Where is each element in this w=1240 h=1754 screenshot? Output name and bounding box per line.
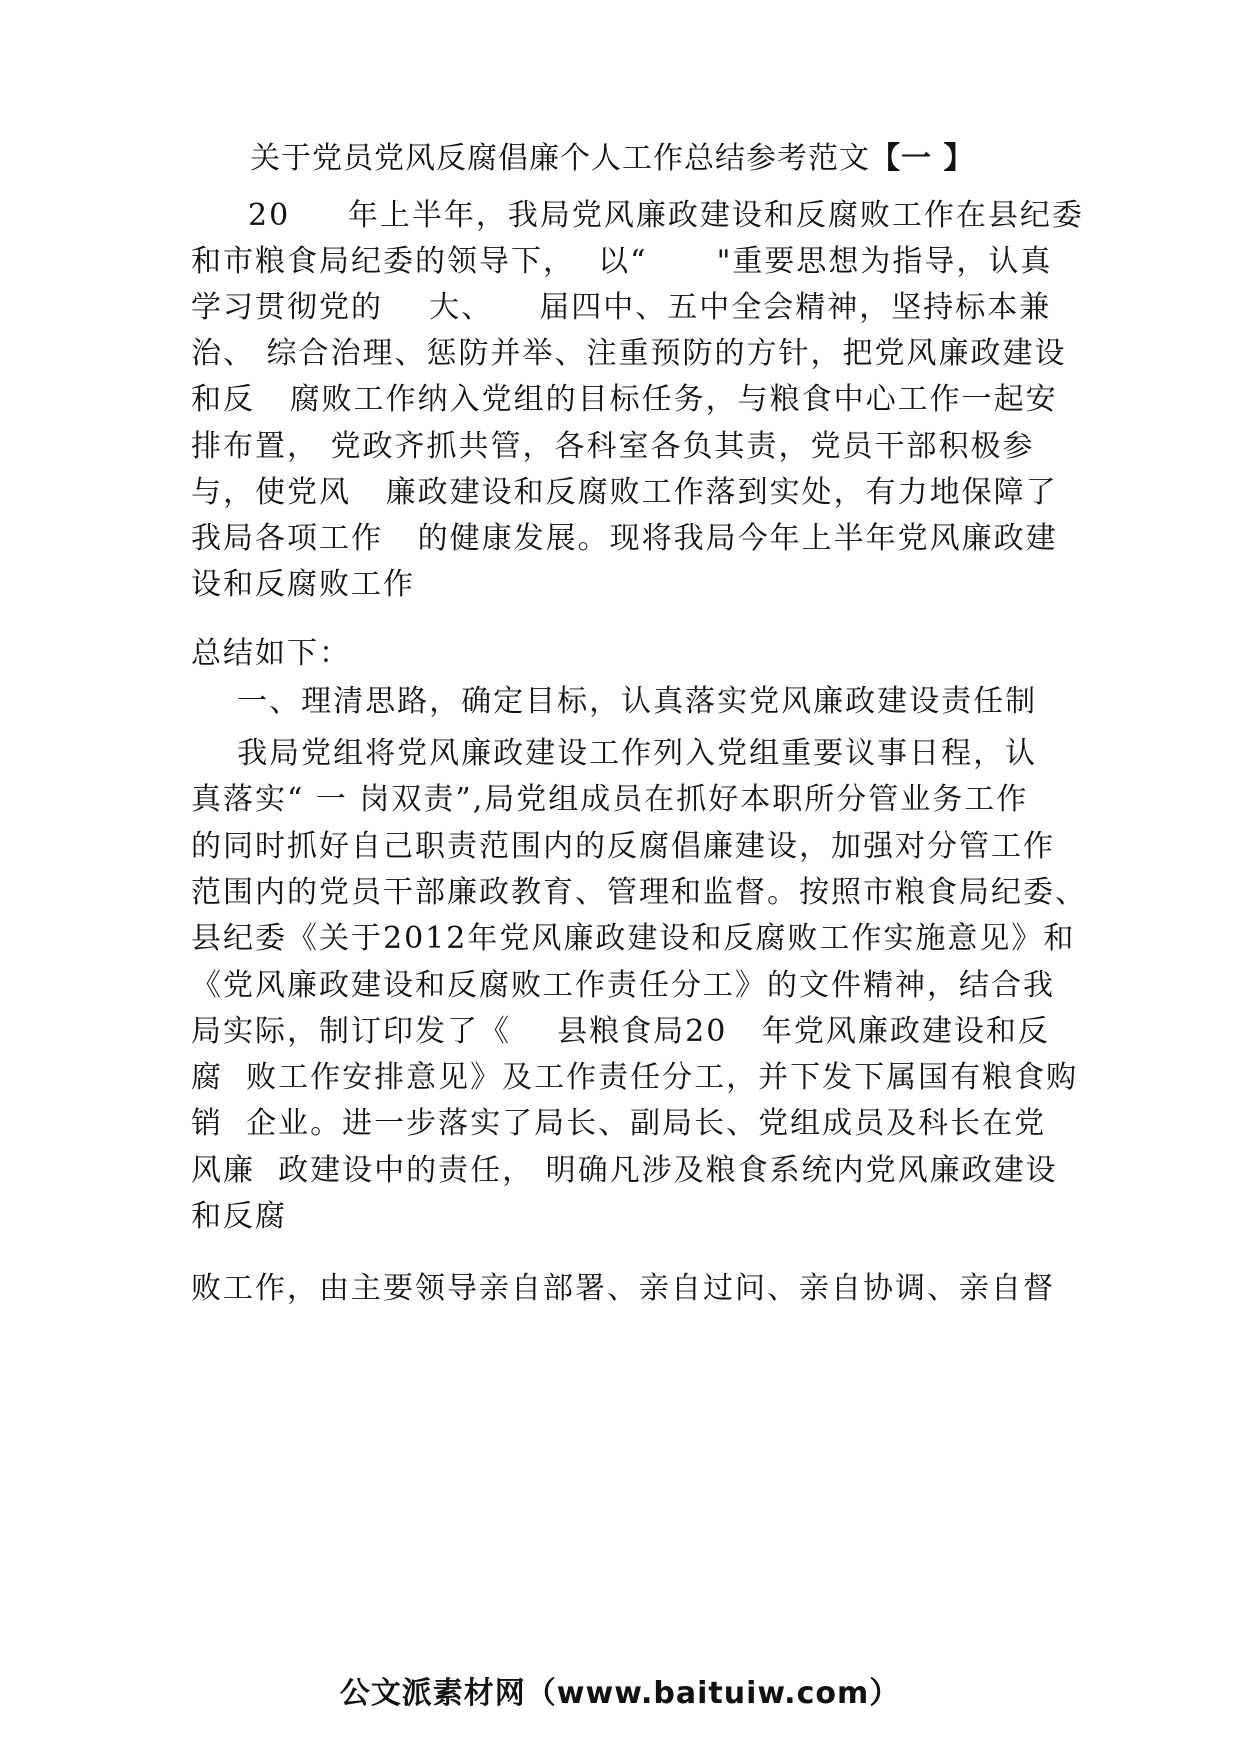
paragraph-line: 排布置， 党政齐抓共管，各科室各负其责，党员干部积极参 <box>191 429 1035 464</box>
paragraph-line: 治、 综合治理、惩防并举、注重预防的方针，把党风廉政建设 <box>191 336 1067 371</box>
paragraph-line: 和市粮食局纪委的领导下， 以“ "重要思想为指导，认真 <box>191 244 1053 279</box>
document-title-bracket: 【一 】 <box>870 141 975 176</box>
paragraph-line: 和反 腐败工作纳入党组的目标任务，与粮食中心工作一起安 <box>191 382 1058 417</box>
paragraph-line: 的同时抓好自己职责范围内的反腐倡廉建设，加强对分管工作 <box>191 829 1055 864</box>
document-title-main: 关于党员党风反腐倡廉个人工作总结参考范文 <box>250 141 870 176</box>
paragraph-line: 县纪委《关于2012年党风廉政建设和反腐败工作实施意见》和 <box>191 921 1076 956</box>
paragraph-line: 学习贯彻党的 大、 届四中、五中全会精神，坚持标本兼 <box>191 290 1052 325</box>
paragraph-line: 范围内的党员干部廉政教育、管理和监督。按照市粮食局纪委、 <box>191 875 1087 910</box>
document-title <box>250 141 974 177</box>
paragraph-line: 20 年上半年，我局党风廉政建设和反腐败工作在县纪委 <box>248 198 1084 233</box>
paragraph-line: 我局党组将党风廉政建设工作列入党组重要议事日程，认 <box>191 736 1038 771</box>
paragraph-line: 局实际，制订印发了《 县粮食局20 年党风廉政建设和反 <box>191 1014 1050 1049</box>
paragraph-line: 和反腐 <box>191 1199 287 1234</box>
paragraph-line: 总结如下： <box>191 636 351 671</box>
paragraph-line: 腐 败工作安排意见》及工作责任分工，并下发下属国有粮食购 <box>191 1060 1079 1095</box>
paragraph-line: 真落实“ 一 岗双责”,局党组成员在抓好本职所分管业务工作 <box>191 782 1029 817</box>
paragraph-line: 风廉 政建设中的责任， 明确凡涉及粮食系统内党风廉政建设 <box>191 1153 1058 1188</box>
paragraph-line: 《党风廉政建设和反腐败工作责任分工》的文件精神，结合我 <box>191 968 1055 1003</box>
paragraph-line: 销 企业。进一步落实了局长、副局长、党组成员及科长在党 <box>191 1106 1047 1141</box>
paragraph-line: 与，使党风 廉政建设和反腐败工作落到实处，有力地保障了 <box>191 475 1058 510</box>
paragraph-line: 设和反腐败工作 <box>191 567 415 602</box>
paragraph-line: 我局各项工作 的健康发展。现将我局今年上半年党风廉政建 <box>191 521 1058 556</box>
section-heading: 一、理清思路，确定目标，认真落实党风廉政建设责任制 <box>191 684 1038 719</box>
paragraph-line: 败工作，由主要领导亲自部署、亲自过问、亲自协调、亲自督 <box>191 1271 1055 1306</box>
footer-watermark: 公文派素材网（www.baituiw.com） <box>339 1676 901 1711</box>
